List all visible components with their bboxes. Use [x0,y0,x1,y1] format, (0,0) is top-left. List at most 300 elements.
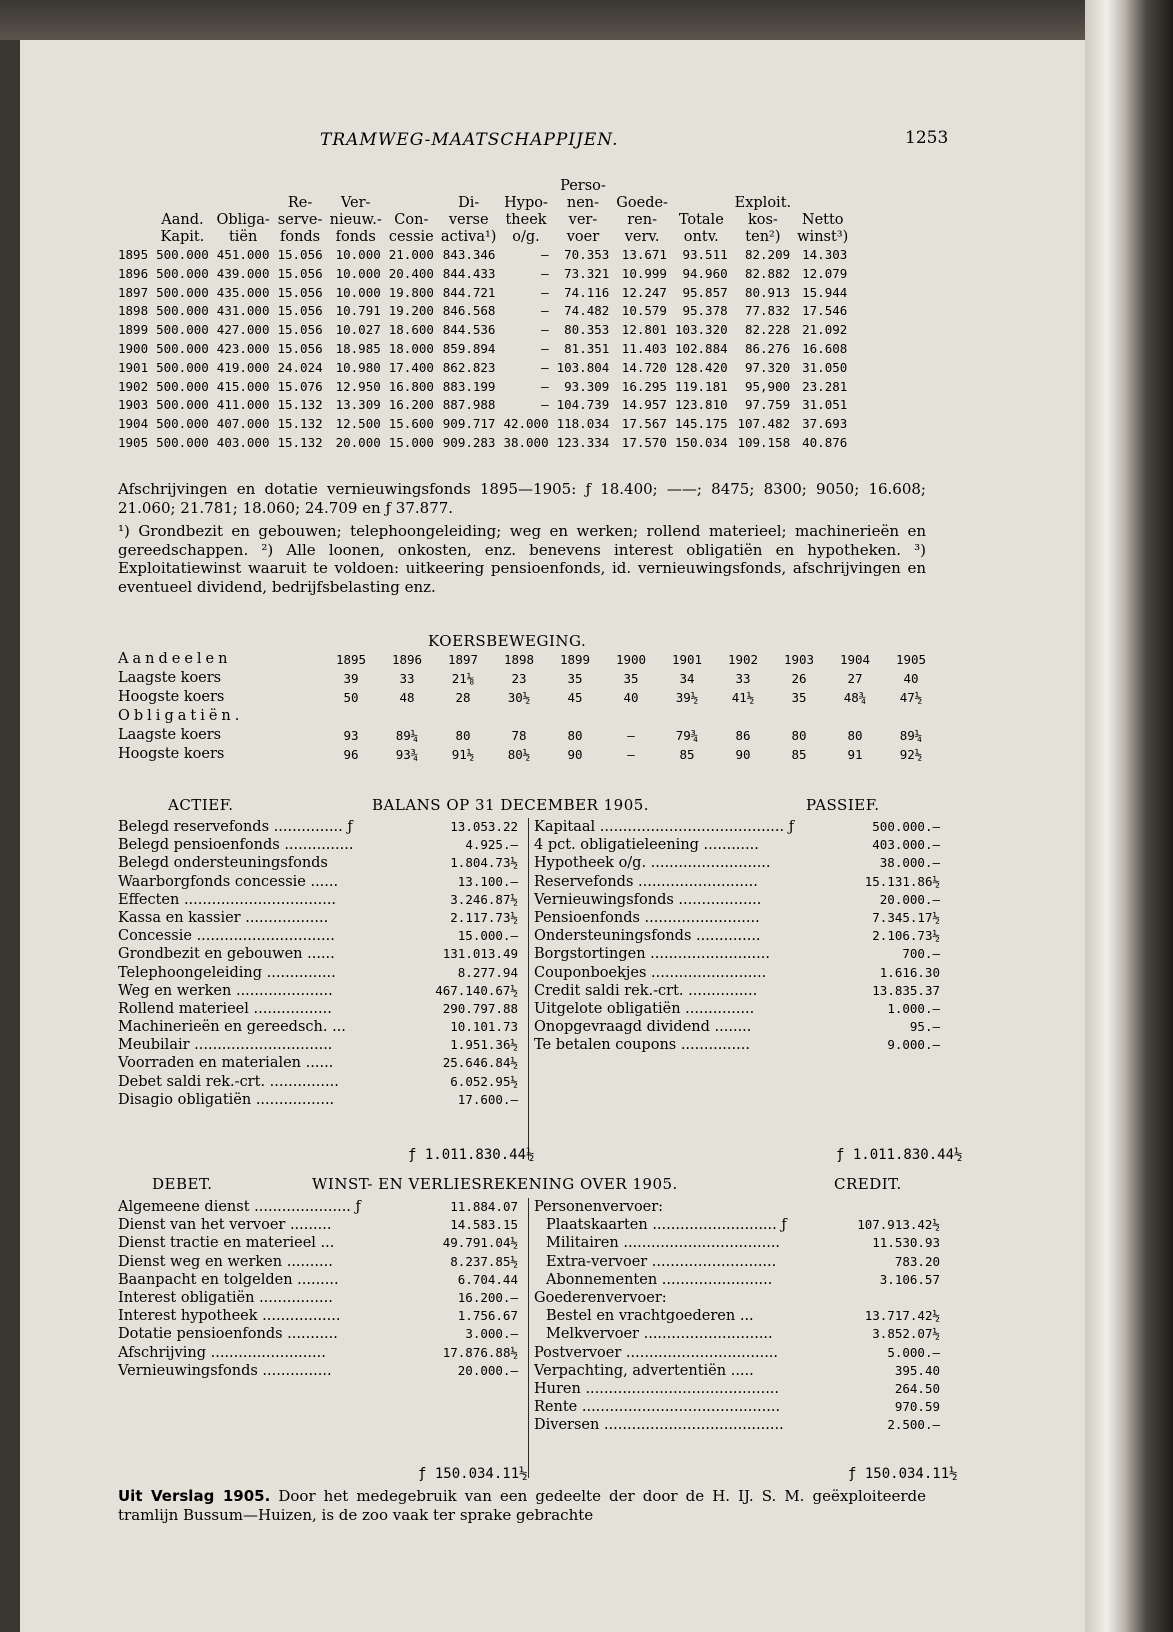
ledger-label: Dotatie pensioenfonds ........... [118,1326,338,1343]
ledger-label: Hypotheek o/g. .......................... [534,855,771,872]
year-header-cell [118,195,152,212]
column-header: ten²) [745,229,781,245]
value-cell: 15.000 [388,434,434,450]
value-cell: 909.717 [442,416,496,432]
value-cell: 16.200 [388,397,434,413]
ledger-row [118,1271,518,1289]
year-cell: 1897 [118,284,149,300]
ledger-value: 3.852.07½ [872,1326,940,1342]
koers-cell: 39 [343,671,359,686]
value-cell: 15.056 [277,322,323,338]
koers-cell: 1896 [391,652,423,667]
value-cell: 77.832 [744,303,791,319]
ledger-value: 11.530.93 [872,1235,940,1251]
value-cell: 419.000 [216,359,270,375]
ledger-value: 2.117.73½ [450,909,518,925]
koers-cell: 40 [623,690,639,705]
koers-row [118,707,939,726]
value-cell: 18.000 [388,340,434,356]
ledger-value: 403.000.— [872,837,940,853]
value-cell: 38.000 [503,434,549,450]
column-header: kos- [747,212,778,228]
table-row [118,246,851,265]
ledger-label: Algemeene dienst ..................... ƒ [118,1199,361,1215]
value-cell: 82.228 [744,322,791,338]
value-cell: 411.000 [216,397,270,413]
ledger-row [118,1000,518,1018]
credit-list [534,1198,940,1434]
koers-cell: 1899 [559,652,591,667]
value-cell: 20.400 [388,265,434,281]
value-cell: 844.721 [442,284,496,300]
koers-cell: 1904 [839,652,871,667]
ledger-value: 9.000.— [887,1037,940,1053]
ledger-label: Machinerieën en gereedsch. ... [118,1019,346,1036]
actief-label: ACTIEF. [168,796,234,814]
value-cell: 123.334 [556,434,610,450]
value-cell: 97.320 [744,359,791,375]
value-cell: 10.999 [621,265,667,281]
balans-title: BALANS OP 31 DECEMBER 1905. [372,796,650,814]
ledger-row [534,891,940,909]
value-cell: 859.894 [442,340,496,356]
ledger-row [118,909,518,927]
value-cell: — [541,247,549,262]
koers-cell: 96 [343,747,359,762]
value-cell: 12.079 [802,265,848,281]
book-edge-top [0,0,1085,40]
ledger-row [534,927,940,945]
koers-cell: 1903 [783,652,815,667]
ledger-label: Couponboekjes ......................... [534,964,767,981]
year-cell: 1905 [118,434,149,450]
value-cell: 846.568 [442,303,496,319]
column-header: Netto [801,212,844,228]
koers-cell: 45 [567,690,583,705]
koers-cell: 48 [399,690,415,705]
ledger-label: Borgstortingen .......................... [534,946,770,963]
column-header: Di- [458,195,480,211]
value-cell: 13.671 [621,247,667,262]
ledger-label: Meubilair .............................. [118,1037,333,1054]
ledger-row [534,982,940,1000]
value-cell: 107.482 [737,416,791,432]
ledger-label: Rollend materieel ................. [118,1000,332,1017]
koers-label: Obligatiën. [118,708,244,724]
value-cell: 435.000 [216,284,270,300]
koers-cell: 33 [399,671,415,686]
ledger-row [118,1325,518,1343]
year-cell: 1899 [118,322,149,338]
value-cell: 103.320 [674,322,728,338]
ledger-value: 13.835.37 [872,982,940,998]
value-cell: 10.980 [335,359,381,375]
value-cell: 86.276 [744,340,791,356]
year-cell: 1902 [118,378,149,394]
value-cell: 15.132 [277,397,323,413]
value-cell: 81.351 [564,340,610,356]
year-cell: 1900 [118,340,149,356]
ledger-row [534,1198,940,1216]
ledger-row [118,1289,518,1307]
ledger-label: Disagio obligatiën ................. [118,1091,335,1108]
value-cell: 15.056 [277,303,323,319]
ledger-value: 3.246.87½ [450,891,518,907]
ledger-value: 1.804.73½ [450,855,518,871]
value-cell: 10.000 [335,247,381,262]
column-header: Kapit. [160,229,205,245]
column-header [213,195,274,212]
year-cell: 1903 [118,397,149,413]
value-cell: — [541,284,549,300]
ledger-row [534,1398,940,1416]
value-cell: 15.056 [277,284,323,300]
ledger-label: Plaatskaarten ........................... ƒ [546,1217,787,1234]
koers-table [118,650,939,764]
column-header: Ver- [340,195,371,211]
book-spine [1085,0,1173,1632]
koers-label: Laagste koers [118,727,222,743]
koers-cell: 86 [735,728,751,743]
value-cell: 423.000 [216,340,270,356]
ledger-row [118,891,518,909]
debet-label: DEBET. [152,1175,213,1193]
koers-cell: 93¾ [395,747,419,762]
value-cell: 15.132 [277,416,323,432]
value-cell: 415.000 [216,378,270,394]
ledger-value: 6.052.95½ [450,1073,518,1089]
koers-cell: 39½ [675,690,699,705]
column-header [152,195,213,212]
year-cell: 1901 [118,359,149,375]
ledger-row [118,1018,518,1036]
ledger-value: 131.013.49 [442,946,518,962]
value-cell: 10.000 [335,265,381,281]
ledger-label: Personenvervoer: [534,1199,664,1215]
column-header [385,178,438,195]
value-cell: 16.295 [621,378,667,394]
koers-cell: 35 [791,690,807,705]
ledger-label: Abonnementen ........................ [546,1271,773,1288]
column-header [671,178,732,195]
footnotes: ¹) Grondbezit en gebouwen; telephoongeleiding; weg en werken; rollend materieel; machinerieën en gereedschappen. ²) Alle loonen, onkosten, enz. benevens interest obligatiën en hypotheken. ³) Exploitatiewinst waaruit te voldoen: uitkeering pensioenfonds, id. vernieuwingsfonds, afschrijvingen en eventueel dividend, bedrijfsbelasting enz. [118,522,926,596]
column-header: ren- [627,212,657,228]
balans-total-right: ƒ 1.011.830.44½ [836,1147,963,1163]
ledger-row [534,1253,940,1271]
table-row [118,302,851,321]
koers-row [118,650,939,669]
value-cell: 42.000 [503,416,549,432]
value-cell: 21.092 [802,322,848,338]
ledger-label: Dienst tractie en materieel ... [118,1235,335,1252]
ledger-row [534,854,940,872]
year-header-cell [118,178,152,195]
ledger-row [118,1198,518,1216]
ledger-value: 20.000.— [879,891,940,907]
column-header [385,195,438,212]
ledger-value: 49.791.04½ [442,1235,518,1251]
ledger-label: Ondersteuningsfonds .............. [534,928,761,945]
koers-row [118,688,939,707]
column-header: activa¹) [440,229,497,245]
ledger-value: 95.— [909,1019,940,1035]
value-cell: 14.720 [621,359,667,375]
koers-cell: 80 [455,728,471,743]
value-cell: 431.000 [216,303,270,319]
value-cell: 500.000 [156,303,209,319]
column-header [499,178,552,195]
ledger-label: Bestel en vrachtgoederen ... [546,1308,754,1325]
ledger-value: 16.200.— [457,1289,518,1305]
value-cell: 118.034 [556,416,610,432]
value-cell: 10.791 [335,303,381,319]
value-cell: 14.303 [802,247,848,262]
koers-cell: 89¼ [899,728,923,743]
koers-cell: 21⅛ [451,671,475,686]
header-row [118,212,851,229]
koers-cell: 90 [735,747,751,762]
ledger-row [534,1018,940,1036]
column-header: tiën [228,229,258,245]
balans-divider [528,818,529,1160]
ledger-value: 1.616.30 [879,964,940,980]
ledger-label: Weg en werken ..................... [118,982,333,999]
ledger-row [534,1234,940,1252]
ledger-value: 2.106.73½ [872,928,940,944]
column-header: winst³) [797,229,849,245]
value-cell: 104.739 [556,397,610,413]
column-header: cessie [388,229,434,245]
value-cell: — [541,265,549,281]
value-cell: 24.024 [277,359,323,375]
column-header [213,178,274,195]
column-header: nieuw.- [329,212,382,228]
ledger-value: 290.797.88 [442,1000,518,1016]
koers-cell: 1897 [447,652,479,667]
koers-cell: 26 [791,671,807,686]
value-cell: 15.056 [277,247,323,262]
ledger-label: Verpachting, advertentiën ..... [534,1362,754,1379]
ledger-value: 970.59 [894,1399,940,1415]
ledger-value: 38.000.— [879,855,940,871]
ledger-row [534,1000,940,1018]
koers-cell: 50 [343,690,359,705]
koers-cell: 92½ [899,747,923,762]
koers-cell: 80 [847,728,863,743]
koers-row [118,669,939,688]
value-cell: 95,900 [744,378,791,394]
ledger-row [118,873,518,891]
value-cell: 11.403 [621,340,667,356]
ledger-label: Dienst van het vervoer ......... [118,1217,332,1234]
value-cell: 82.209 [744,247,791,262]
financial-table [118,178,851,453]
ledger-row [534,1271,940,1289]
value-cell: 500.000 [156,359,209,375]
value-cell: 887.988 [442,397,496,413]
column-header: ver- [568,212,598,228]
ledger-value: 17.600.— [457,1091,518,1107]
koers-cell: 35 [567,671,583,686]
value-cell: 74.482 [564,303,610,319]
header-row [118,178,851,195]
ledger-label: Extra-vervoer ........................... [546,1253,777,1270]
ledger-value: 264.50 [894,1380,940,1396]
koers-cell: 1902 [727,652,759,667]
ledger-value: 6.704.44 [457,1271,518,1287]
closing-bold: Uit Verslag 1905. [118,1487,271,1505]
ledger-label: Dienst weg en werken .......... [118,1253,333,1270]
value-cell: 12.801 [621,322,667,338]
ledger-row [118,818,518,836]
ledger-label: Belegd reservefonds ............... ƒ [118,819,353,835]
value-cell: — [541,397,549,413]
ledger-row [534,945,940,963]
value-cell: 15.076 [277,378,323,394]
ledger-value: 700.— [902,946,940,962]
koers-cell: 27 [847,671,863,686]
column-header: o/g. [512,229,540,245]
ledger-label: Pensioenfonds ......................... [534,909,760,926]
ledger-label: Afschrijving ......................... [118,1344,326,1361]
koers-cell: 1905 [895,652,927,667]
value-cell: 70.353 [564,247,610,262]
header-row [118,195,851,212]
koers-cell: 93 [343,728,359,743]
ledger-row [118,1091,518,1109]
koers-cell: 41½ [731,690,755,705]
value-cell: 109.158 [737,434,791,450]
table-row [118,340,851,359]
value-cell: 19.800 [388,284,434,300]
value-cell: 500.000 [156,265,209,281]
ledger-row [118,964,518,982]
value-cell: 123.810 [674,397,728,413]
column-header: Totale [678,212,724,228]
ledger-label: Vernieuwingsfonds .................. [534,891,762,908]
ledger-label: Goederenvervoer: [534,1289,667,1306]
value-cell: 17.567 [621,416,667,432]
value-cell: 500.000 [156,322,209,338]
value-cell: — [541,359,549,375]
winst-total-left: ƒ 150.034.11½ [418,1466,528,1482]
ledger-row [118,1036,518,1054]
ledger-value: 4.925.— [465,837,518,853]
value-cell: 17.570 [621,434,667,450]
value-cell: — [541,322,549,338]
column-header [152,178,213,195]
value-cell: 74.116 [564,284,610,300]
value-cell: 15.600 [388,416,434,432]
value-cell: 10.027 [335,322,381,338]
ledger-label: Belegd pensioenfonds ............... [118,837,354,854]
koers-cell: 40 [903,671,919,686]
ledger-value: 13.717.42½ [864,1308,940,1324]
value-cell: 439.000 [216,265,270,281]
value-cell: 15.132 [277,434,323,450]
column-header: verv. [624,229,660,245]
value-cell: 500.000 [156,397,209,413]
koers-cell: 33 [735,671,751,686]
ledger-value: 783.20 [894,1253,940,1269]
table-row [118,415,851,434]
ledger-value: 395.40 [894,1362,940,1378]
ledger-row [534,1416,940,1434]
ledger-label: Interest hypotheek ................. [118,1308,341,1325]
ledger-label: Militairen .................................. [546,1235,781,1252]
ledger-row [118,1253,518,1271]
value-cell: 17.546 [802,303,848,319]
value-cell: 427.000 [216,322,270,338]
ledger-value: 1.756.67 [457,1308,518,1324]
ledger-value: 8.277.94 [457,964,518,980]
ledger-label: Diversen ....................................... [534,1417,784,1434]
koers-cell: 78 [511,728,527,743]
column-header: voer [566,229,600,245]
ledger-value: 500.000.— [872,819,940,834]
ledger-label: Concessie .............................. [118,928,335,945]
koers-label: Laagste koers [118,670,222,686]
ledger-label: Waarborgfonds concessie ...... [118,873,339,890]
ledger-label: Debet saldi rek.-crt. ............... [118,1073,339,1090]
ledger-label: Kassa en kassier .................. [118,909,329,926]
ledger-value: 3.106.57 [879,1271,940,1287]
koers-cell: 80 [567,728,583,743]
value-cell: 128.420 [674,359,728,375]
value-cell: 40.876 [802,434,848,450]
value-cell: 80.353 [564,322,610,338]
ledger-value: 1.951.36½ [450,1037,518,1053]
koers-cell: 91 [847,747,863,762]
value-cell: 500.000 [156,247,209,262]
table-row [118,265,851,284]
koers-title: KOERSBEWEGING. [428,632,587,650]
column-header: verse [448,212,489,228]
value-cell: 19.200 [388,303,434,319]
ledger-label: Effecten ................................. [118,891,337,908]
value-cell: — [541,340,549,356]
column-header [273,178,326,195]
column-header: fonds [279,229,321,245]
value-cell: 95.378 [682,303,728,319]
closing-paragraph [118,1487,926,1524]
koers-cell: — [627,728,635,743]
koers-cell: 90 [567,747,583,762]
ledger-row [118,1307,518,1325]
koers-cell: 91½ [451,747,475,762]
ledger-row [118,982,518,1000]
value-cell: 14.957 [621,397,667,413]
ledger-row [534,818,940,836]
value-cell: 37.693 [802,416,848,432]
ledger-row [534,836,940,854]
ledger-value: 25.646.84½ [442,1055,518,1071]
value-cell: 451.000 [216,247,270,262]
column-header: fonds [335,229,376,245]
ledger-label: Kapitaal ........................................ ƒ [534,819,795,835]
ledger-value: 11.884.07 [450,1199,518,1214]
ledger-label: Reservefonds .......................... [534,873,758,890]
value-cell: 407.000 [216,416,270,432]
koers-cell: 23 [511,671,527,686]
value-cell: 12.950 [335,378,381,394]
winst-title: WINST- EN VERLIESREKENING OVER 1905. [312,1175,678,1193]
table-row [118,321,851,340]
balans-total-left: ƒ 1.011.830.44½ [408,1147,535,1163]
value-cell: 15.944 [802,284,848,300]
value-cell: 31.050 [802,359,848,375]
koers-cell: 48¾ [843,690,867,705]
